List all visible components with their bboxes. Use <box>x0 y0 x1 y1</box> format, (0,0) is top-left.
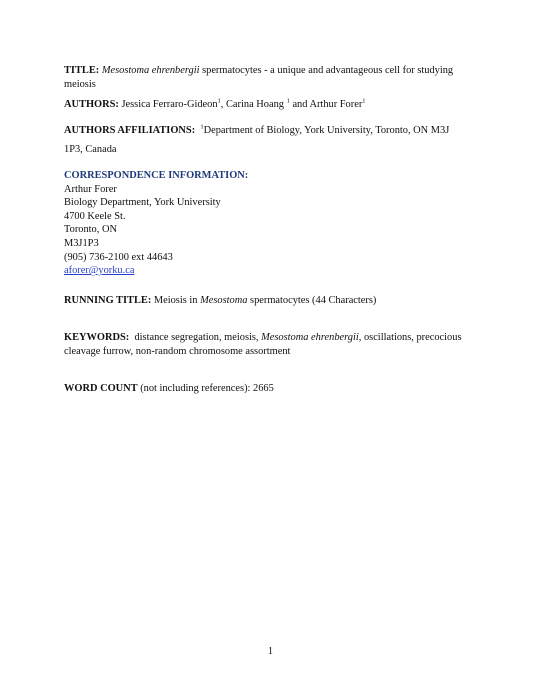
affiliation-sup: 1 <box>200 123 204 131</box>
correspondence-block <box>64 169 484 278</box>
word-count-block <box>64 382 484 396</box>
running-title-label: RUNNING TITLE: <box>64 295 152 306</box>
author-3-affil: 1 <box>362 97 366 105</box>
correspondence-line: (905) 736-2100 ext 44643 <box>64 251 173 263</box>
affiliations-block <box>64 124 484 138</box>
author-3: and Arthur Forer <box>289 99 363 110</box>
affiliations-label: AUTHORS AFFILIATIONS: <box>64 125 196 136</box>
author-2: , Carina Hoang <box>220 99 287 110</box>
keywords-pre: distance segregation, meiosis, <box>129 332 262 343</box>
running-title-block <box>64 294 484 308</box>
correspondence-line: Arthur Forer <box>64 183 117 195</box>
affiliation-line-1: Department of Biology, York University, Toronto, ON M3J <box>203 125 450 136</box>
keywords-species: Mesostoma ehrenbergii <box>261 332 359 343</box>
page-number: 1 <box>267 646 274 657</box>
correspondence-line: M3J1P3 <box>64 237 99 249</box>
keywords-label: KEYWORDS: <box>64 332 130 343</box>
email-link[interactable]: aforer@yorku.ca <box>64 265 135 277</box>
correspondence-line: Toronto, ON <box>64 224 117 236</box>
author-1: Jessica Ferraro-Gideon <box>118 99 218 110</box>
correspondence-label: CORRESPONDENCE INFORMATION: <box>64 170 249 181</box>
title-text: spermatocytes - a unique and advantageous cell for studying meiosis <box>64 65 454 90</box>
title-label: TITLE: <box>64 65 100 76</box>
running-title-post: spermatocytes (44 Characters) <box>247 295 377 306</box>
author-1-affil: 1 <box>217 97 221 105</box>
word-count-text: (not including references): 2665 <box>137 383 274 394</box>
title-species: Mesostoma ehrenbergii <box>101 65 200 76</box>
authors-block <box>64 98 484 112</box>
running-title-genus: Mesostoma <box>200 295 248 306</box>
keywords-block <box>64 331 484 358</box>
title-block <box>64 64 484 91</box>
author-2-affil: 1 <box>286 97 290 105</box>
running-title-pre: Meiosis in <box>151 295 201 306</box>
affiliation-line-2: 1P3, Canada <box>64 144 117 155</box>
authors-label: AUTHORS: <box>64 99 119 110</box>
keywords-post: , oscillations, precocious cleavage furrow, non-random chromosome assortment <box>64 332 462 357</box>
word-count-label: WORD COUNT <box>64 383 138 394</box>
correspondence-line: Biology Department, York University <box>64 197 221 209</box>
correspondence-line: 4700 Keele St. <box>64 210 126 222</box>
